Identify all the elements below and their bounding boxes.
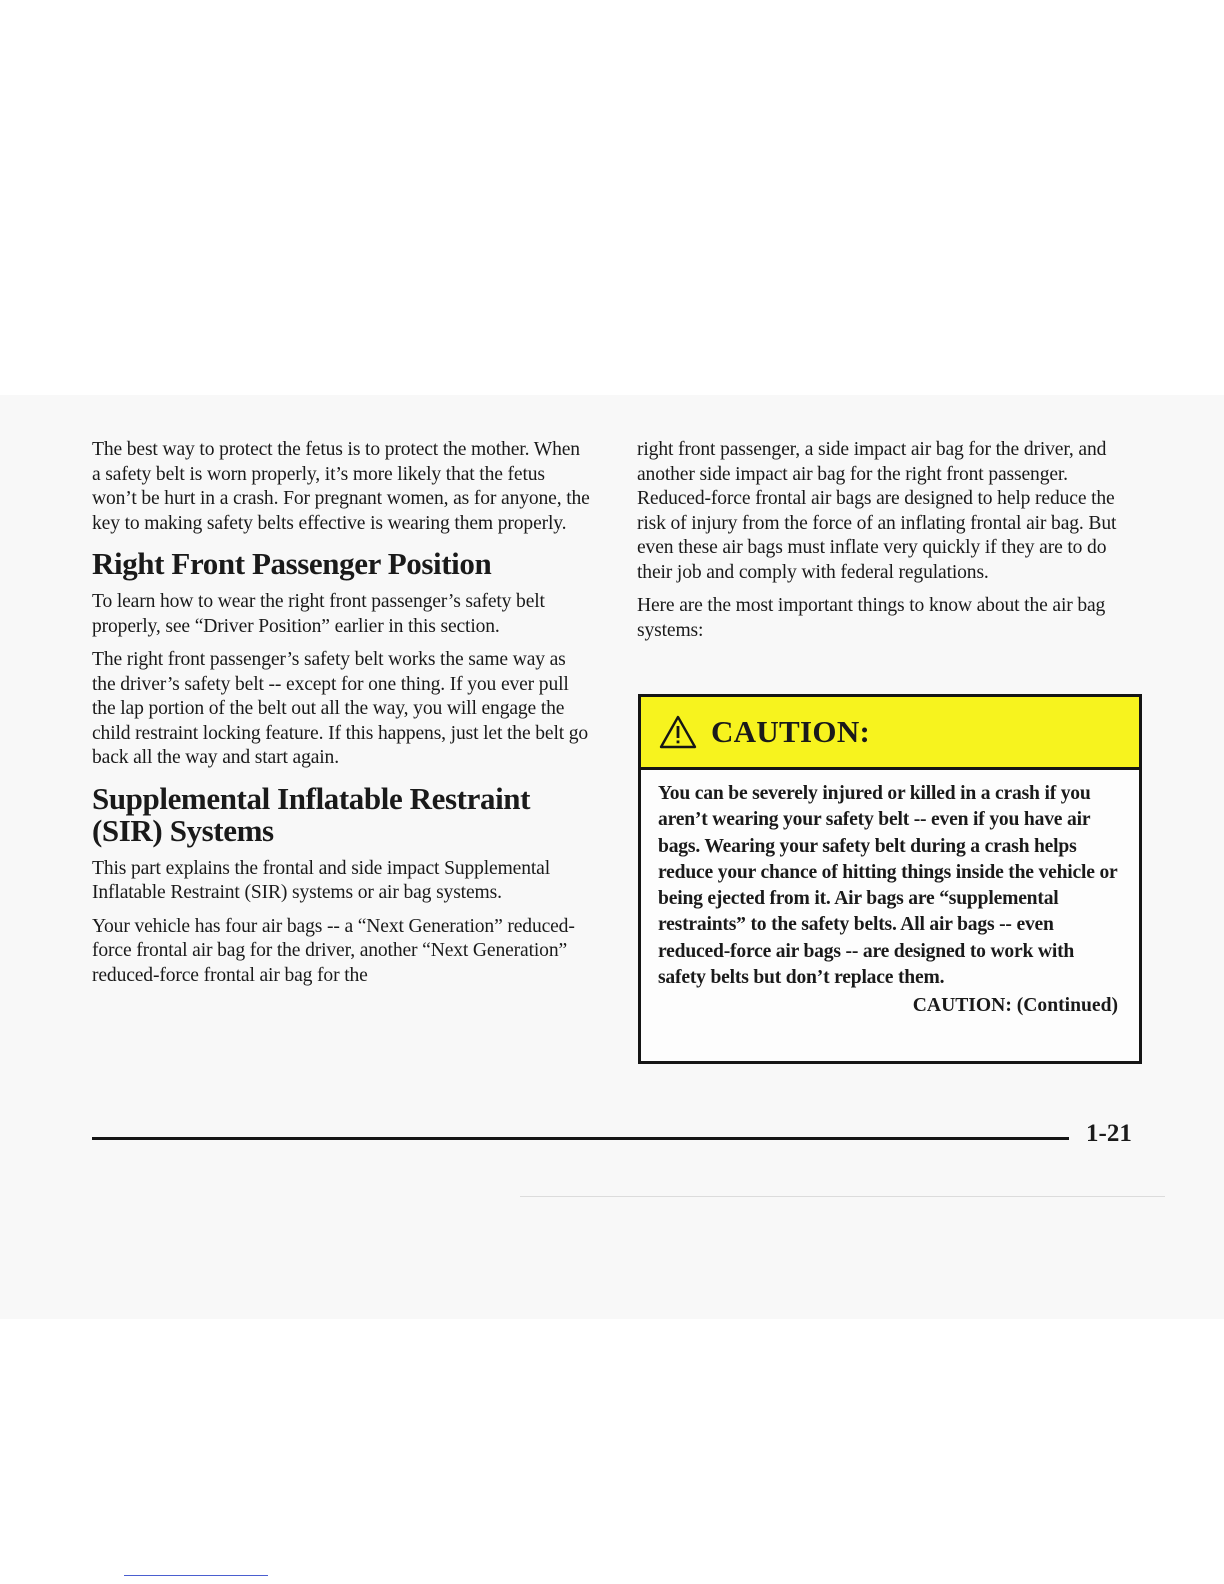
sir-paragraph-1: This part explains the frontal and side impact Supplemental Inflatable Restraint (SIR) systems or air bag systems. [92,857,551,903]
caution-body [641,770,1139,1017]
warning-triangle-icon [659,715,697,749]
footer-rule [92,1137,1069,1140]
bottom-accent-line [124,1575,268,1576]
intro-paragraph: The best way to protect the fetus is to protect the mother. When a safety belt is worn properly, it’s more likely that the fetus won’t be hurt in a crash. For pregnant women, as for anyone, the key to making safety belts effective is wearing them properly. [92,439,590,534]
sir-paragraph-2: Your vehicle has four air bags -- a “Next Generation” reduced-force frontal air bag for the driver, another “Next Generation” reduced-force frontal air bag for the [92,915,575,986]
caution-text: You can be severely injured or killed in a crash if you aren’t wearing your safety belt -- even if you have air bags. Wearing your safety belt during a crash helps reduce your chance of hitting things inside the vehicle or being ejected from it. Air bags are “supplemental restraints” to the safety belts. All air bags -- even reduced-force air bags -- are designed to work with safety belts but don’t replace them. [658,783,1118,989]
airbag-paragraph-2: Here are the most important things to know about the air bag systems: [637,595,1106,641]
airbag-paragraph-1: right front passenger, a side impact air bag for the driver, and another side impact air bag for the right front passenger. Reduced-force frontal air bags are designed to help reduce the risk of injury from the force of an inflating frontal air bag. But even these air bags must inflate very quickly if they are to do their job and comply with federal regulations. [637,439,1117,583]
caution-box [638,694,1142,1064]
caution-title: CAUTION: [711,714,871,749]
caution-header [641,697,1139,770]
caution-continued: CAUTION: (Continued) [912,995,1118,1017]
scan-artifact-line [520,1196,1165,1197]
passenger-paragraph-2: The right front passenger’s safety belt works the same way as the driver’s safety belt -- except for one thing. If you ever pull the lap portion of the belt out all the way, you will engage the child restraint locking feature. If this happens, just let the belt go back all the way and start again. [92,649,589,768]
heading-right-front-passenger: Right Front Passenger Position [92,546,492,581]
left-column [92,438,592,997]
page-number: 1-21 [1086,1120,1132,1147]
right-column [637,438,1145,652]
passenger-paragraph-1: To learn how to wear the right front passenger’s safety belt properly, see “Driver Position” earlier in this section. [92,591,545,637]
heading-sir-systems: Supplemental Inflatable Restraint (SIR) Systems [92,780,531,848]
